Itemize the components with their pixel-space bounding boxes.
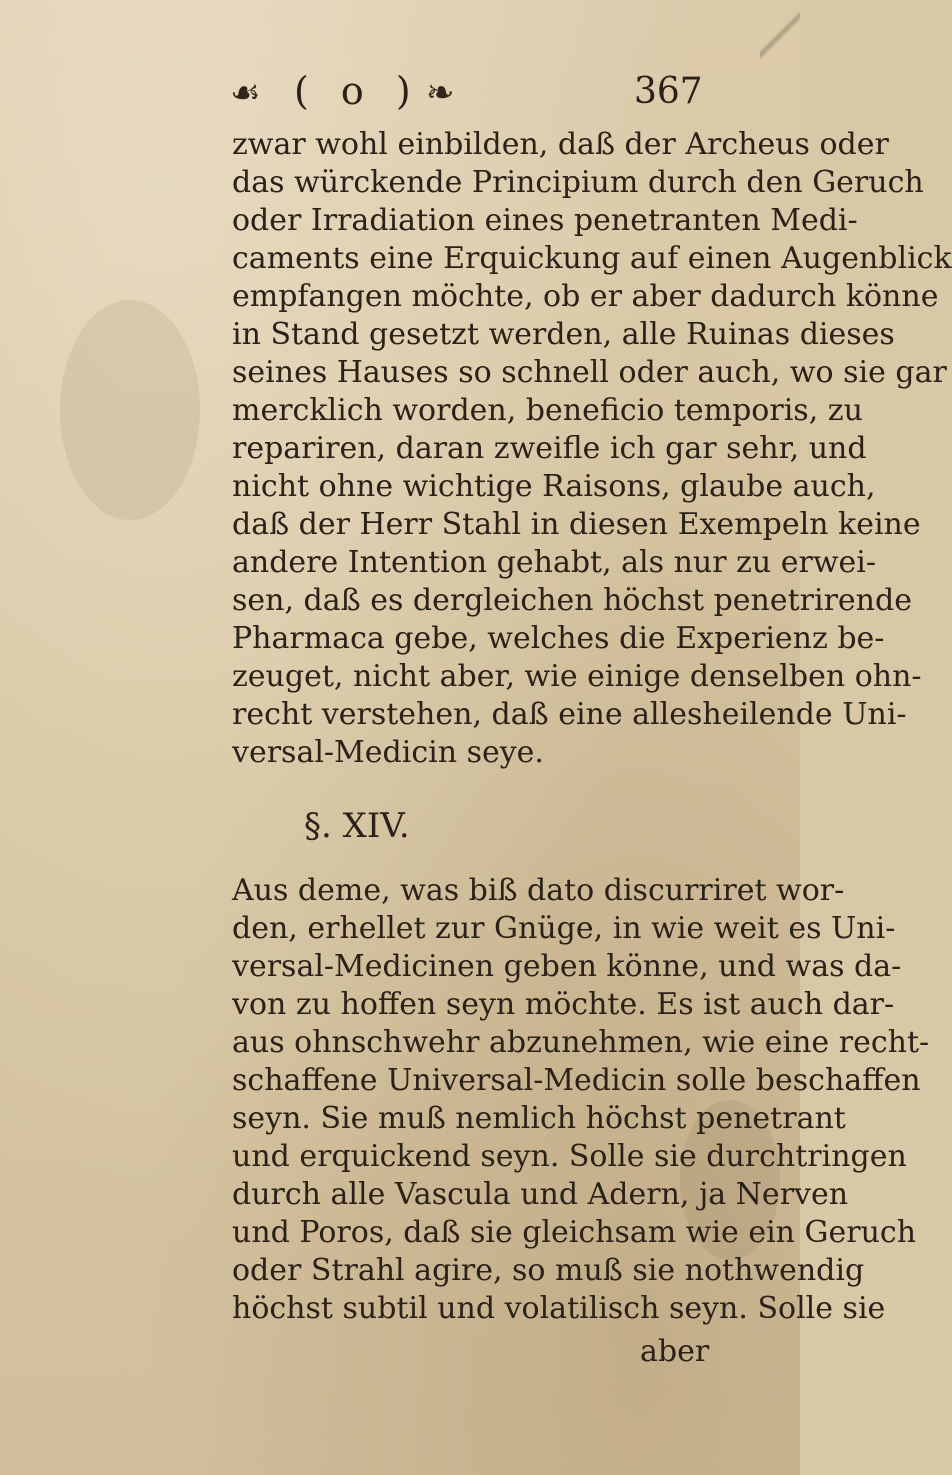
- text-line: sen, daß es dergleichen höchst penetrirende: [232, 583, 912, 618]
- text-line: daß der Herr Stahl in diesen Exempeln keine: [232, 507, 921, 542]
- text-line: und Poros, daß sie gleichsam wie ein Geruch: [232, 1215, 917, 1250]
- fleuron-right-icon: ❧: [426, 73, 455, 113]
- text-line: andere Intention gehabt, als nur zu erwei-: [232, 545, 877, 580]
- catchword: aber: [640, 1334, 710, 1369]
- text-line: und erquickend seyn. Solle sie durchtringen: [232, 1139, 907, 1174]
- page-corner-fold: [760, 0, 800, 70]
- text-line: zwar wohl einbilden, daß der Archeus oder: [232, 127, 889, 162]
- text-line: oder Irradiation eines penetranten Medi-: [232, 203, 858, 238]
- text-line: aus ohnschwehr abzunehmen, wie eine recht-: [232, 1025, 930, 1060]
- paper-stain: [60, 300, 200, 520]
- text-line: zeuget, nicht aber, wie einige denselben ohn-: [232, 659, 922, 694]
- text-line: Pharmaca gebe, welches die Experienz be-: [232, 621, 885, 656]
- text-line: versal-Medicin seye.: [232, 735, 544, 770]
- section-heading: §. XIV.: [304, 806, 410, 846]
- text-line: höchst subtil und volatilisch seyn. Solle sie: [232, 1291, 886, 1326]
- text-line: oder Strahl agire, so muß sie nothwendig: [232, 1253, 865, 1288]
- text-line: Aus deme, was biß dato discurriret wor-: [232, 873, 845, 908]
- text-line: schaffene Universal-Medicin solle beschaffen: [232, 1063, 921, 1098]
- text-line: seines Hauses so schnell oder auch, wo sie gar: [232, 355, 947, 390]
- page-number: 367: [634, 71, 703, 112]
- text-line: das würckende Principium durch den Geruch: [232, 165, 924, 200]
- text-line: in Stand gesetzt werden, alle Ruinas dieses: [232, 317, 895, 352]
- text-line: caments eine Erquickung auf einen Augenblick: [232, 241, 952, 276]
- fleuron-left-icon: ☙: [230, 73, 261, 113]
- text-line: versal-Medicinen geben könne, und was da-: [232, 949, 902, 984]
- text-line: von zu hoffen seyn möchte. Es ist auch dar-: [232, 987, 895, 1022]
- text-line: durch alle Vascula und Adern, ja Nerven: [232, 1177, 849, 1212]
- text-line: seyn. Sie muß nemlich höchst penetrant: [232, 1101, 846, 1136]
- page-header: [230, 70, 730, 120]
- text-line: nicht ohne wichtige Raisons, glaube auch,: [232, 469, 876, 504]
- text-line: den, erhellet zur Gnüge, in wie weit es Uni-: [232, 911, 896, 946]
- text-line: recht verstehen, daß eine allesheilende Uni-: [232, 697, 907, 732]
- text-line: mercklich worden, beneficio temporis, zu: [232, 393, 863, 428]
- text-line: repariren, daran zweifle ich gar sehr, und: [232, 431, 867, 466]
- text-line: empfangen möchte, ob er aber dadurch könne: [232, 279, 939, 314]
- header-center-mark: ( o ): [294, 69, 421, 113]
